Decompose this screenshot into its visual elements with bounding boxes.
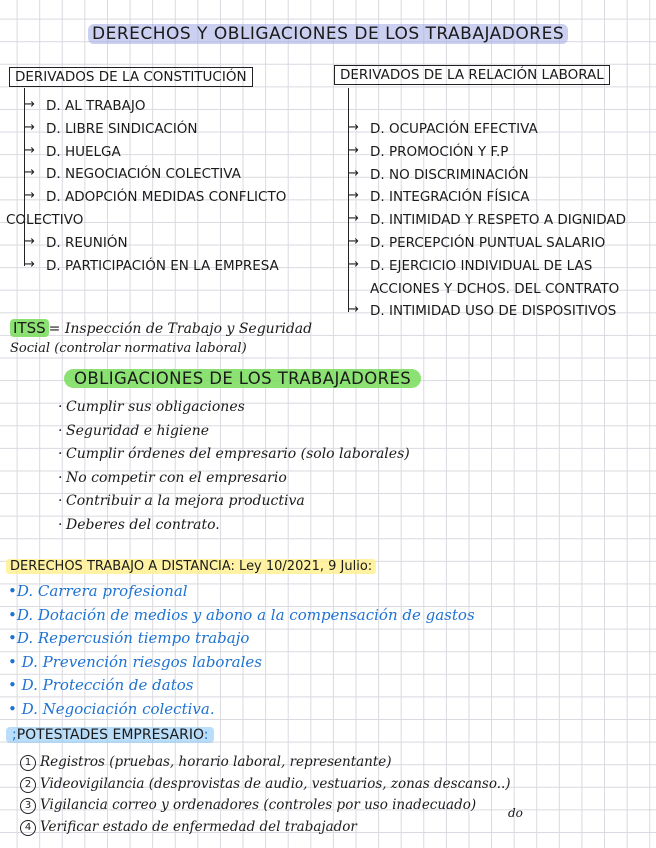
list-item: → D. INTIMIDAD USO DE DISPOSITIVOS bbox=[348, 299, 626, 322]
employer-powers-list bbox=[20, 752, 511, 838]
arrow-icon: → bbox=[348, 256, 359, 272]
list-item: → D. AL TRABAJO bbox=[24, 94, 286, 117]
list-item: • D. Negociación colectiva. bbox=[8, 699, 215, 718]
circled-number: 4 bbox=[20, 820, 36, 836]
arrow-icon: → bbox=[348, 142, 359, 158]
circled-number: 1 bbox=[20, 755, 36, 771]
constitution-header: DERIVADOS DE LA CONSTITUCIÓN bbox=[9, 67, 253, 87]
squiggle-icon: : bbox=[203, 727, 209, 743]
list-item: · Deberes del contrato. bbox=[58, 516, 220, 533]
list-item: • D. Protección de datos bbox=[8, 676, 194, 694]
list-item: → D. HUELGA bbox=[24, 140, 286, 163]
arrow-icon: → bbox=[24, 97, 35, 112]
circled-number: 2 bbox=[20, 777, 36, 793]
arrow-icon: → bbox=[348, 302, 359, 318]
list-item: · Cumplir sus obligaciones bbox=[58, 399, 245, 415]
list-item: → D. PERCEPCIÓN PUNTUAL SALARIO bbox=[348, 231, 626, 254]
list-item: → D. ADOPCIÓN MEDIDAS CONFLICTO bbox=[24, 185, 286, 208]
list-item: • D. Prevención riesgos laborales bbox=[8, 652, 262, 671]
list-item: → D. NEGOCIACIÓN COLECTIVA bbox=[24, 162, 286, 185]
list-item-continuation: COLECTIVO bbox=[6, 211, 84, 228]
remote-work-list bbox=[8, 580, 475, 721]
arrow-icon: → bbox=[24, 119, 35, 135]
list-item-continuation: ACCIONES Y DCHOS. DEL CONTRATO bbox=[370, 280, 620, 297]
obligations-heading: OBLIGACIONES DE LOS TRABAJADORES bbox=[64, 369, 421, 388]
list-item: → D. INTIMIDAD Y RESPETO A DIGNIDAD bbox=[348, 208, 626, 231]
list-item: → D. OCUPACIÓN EFECTIVA bbox=[348, 117, 626, 140]
arrow-icon: → bbox=[348, 233, 359, 249]
squiggle-icon: ; bbox=[12, 727, 17, 743]
itss-tag: ITSS bbox=[10, 319, 49, 337]
labor-relation-header: DERIVADOS DE LA RELACIÓN LABORAL bbox=[334, 65, 610, 85]
page-title: DERECHOS Y OBLIGACIONES DE LOS TRABAJADORES bbox=[88, 24, 568, 44]
remote-work-heading: DERECHOS TRABAJO A DISTANCIA: Ley 10/2021, 9 Julio: bbox=[6, 559, 376, 574]
arrow-icon: → bbox=[348, 188, 359, 204]
arrow-icon: → bbox=[348, 211, 359, 227]
arrow-icon: → bbox=[24, 256, 35, 272]
list-item: 2 Videovigilancia (desprovistas de audio, vestuarios, zonas descanso..) bbox=[20, 774, 511, 796]
arrow-icon: → bbox=[348, 165, 359, 181]
itss-line-1: = Inspección de Trabajo y Seguridad bbox=[48, 321, 313, 337]
arrow-icon: → bbox=[24, 233, 35, 249]
itss-line-2: Social (controlar normativa laboral) bbox=[10, 341, 247, 356]
obligations-list bbox=[58, 396, 410, 538]
list-item: •D. Carrera profesional bbox=[8, 582, 188, 600]
list-item: → D. REUNIÓN bbox=[24, 231, 286, 254]
list-item: · Cumplir órdenes del empresario (solo laborales) bbox=[58, 446, 410, 463]
list-item: 4 Verificar estado de enfermedad del trabajador bbox=[20, 817, 511, 839]
list-item: → D. EJERCICIO INDIVIDUAL DE LAS bbox=[348, 254, 626, 277]
list-item: · Contribuir a la mejora productiva bbox=[58, 493, 305, 510]
list-item: → D. PARTICIPACIÓN EN LA EMPRESA bbox=[24, 254, 286, 277]
list-item: → D. LIBRE SINDICACIÓN bbox=[24, 117, 286, 140]
arrow-icon: → bbox=[348, 120, 359, 135]
constitution-list bbox=[6, 94, 287, 276]
list-item: •D. Repercusión tiempo trabajo bbox=[8, 629, 250, 647]
arrow-icon: → bbox=[24, 188, 35, 204]
arrow-icon: → bbox=[24, 165, 35, 181]
list-item: → D. PROMOCIÓN Y F.P bbox=[348, 140, 626, 163]
list-item: •D. Dotación de medios y abono a la compensación de gastos bbox=[8, 605, 475, 624]
employer-powers-heading: ;POTESTADES EMPRESARIO: bbox=[6, 727, 214, 743]
list-item: → D. NO DISCRIMINACIÓN bbox=[348, 163, 626, 186]
overflow-text: do bbox=[508, 806, 523, 820]
list-item: 3 Vigilancia correo y ordenadores (controles por uso inadecuado) bbox=[20, 795, 511, 817]
list-item: 1 Registros (pruebas, horario laboral, representante) bbox=[20, 752, 511, 774]
list-item: · No competir con el empresario bbox=[58, 469, 287, 486]
circled-number: 3 bbox=[20, 798, 36, 814]
itss-note bbox=[10, 318, 312, 337]
arrow-icon: → bbox=[24, 142, 35, 158]
list-item: · Seguridad e higiene bbox=[58, 422, 210, 439]
labor-relation-list bbox=[348, 117, 626, 322]
list-item: → D. INTEGRACIÓN FÍSICA bbox=[348, 185, 626, 208]
